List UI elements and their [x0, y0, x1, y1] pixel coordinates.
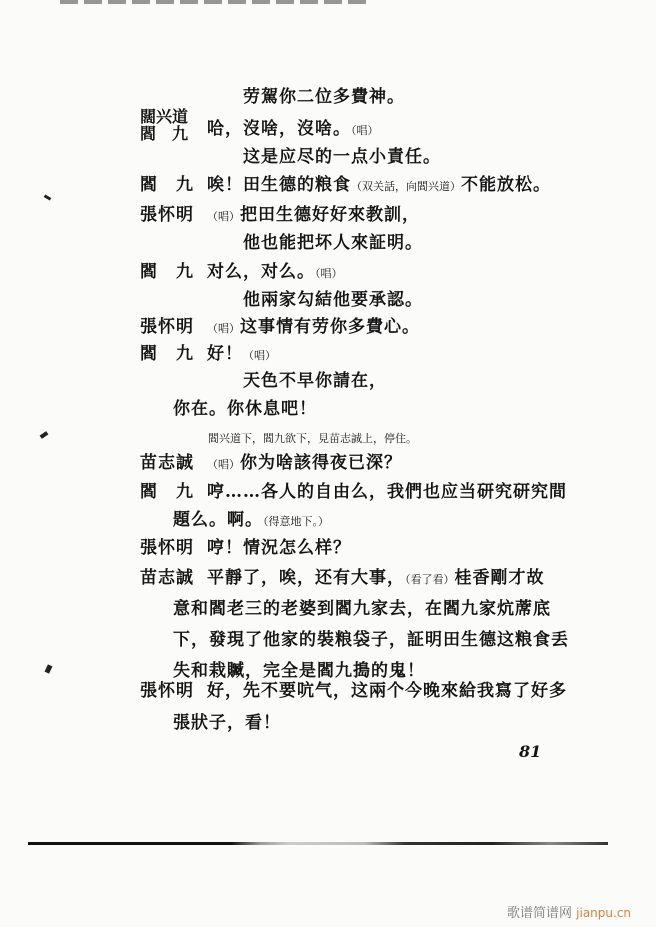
dialogue-line: [207, 567, 545, 591]
line-text: 哼！情況怎么样？: [207, 538, 351, 558]
margin-mark: [44, 194, 52, 200]
line-text: 平靜了，唉，还有大事，: [207, 568, 405, 588]
line-text: 劳駕你二位多費神。: [243, 87, 405, 107]
line-text: 題么。啊。: [173, 510, 263, 530]
line-text: 桂香剛才故: [454, 568, 545, 588]
line-text: 失和栽贓，完全是閻九搗的鬼！: [173, 661, 425, 681]
dialogue-line: [173, 398, 317, 420]
speaker-name: 閻 九: [140, 175, 194, 195]
line-text: 唉！田生德的粮食: [207, 175, 351, 195]
dialogue-line: [207, 343, 276, 367]
dialogue-line: [173, 629, 569, 651]
dialogue-line: [207, 537, 351, 559]
footer-rule: [28, 842, 608, 845]
line-text: 好！: [207, 344, 243, 364]
dialogue-line: [173, 660, 425, 682]
speaker-name: 闊兴道: [140, 107, 189, 126]
line-text: 把田生德好好來教訓，: [240, 205, 420, 225]
stage-note: （唱）: [351, 124, 379, 137]
dialogue-line: [207, 452, 402, 476]
speaker-name: 張怀明: [140, 205, 194, 225]
speaker-name: 閻 九: [140, 482, 194, 502]
line-text: 他也能把坏人來証明。: [243, 233, 423, 253]
dialogue-line: [207, 174, 551, 198]
stage-note: （得意地下。）: [263, 515, 329, 528]
margin-mark: [45, 664, 53, 673]
dialogue-line: [243, 370, 387, 392]
line-text: 好，先不要吭气，这兩个今晚來給我寫了好多: [207, 681, 567, 701]
margin-mark: [40, 431, 49, 439]
line-text: 这事情有劳你多費心。: [240, 317, 420, 337]
speaker-name: 苗志誠: [140, 453, 194, 473]
stage-note: （唱）: [243, 349, 276, 362]
line-text: 你为啥該得夜已深？: [240, 453, 402, 473]
stage-note: （唱）: [315, 267, 343, 280]
dialogue-line: [173, 598, 551, 620]
stage-note: （唱）: [207, 210, 240, 223]
line-text: 他兩家勾結他要承認。: [243, 290, 423, 310]
speaker-name: 閻 九: [140, 262, 194, 282]
dialogue-line: [207, 680, 567, 702]
line-text: 哈，沒啥，沒啥。: [207, 119, 351, 139]
stage-note: （唱）: [207, 458, 240, 471]
line-text: 不能放松。: [461, 175, 551, 195]
line-text: 天色不早你請在，: [243, 371, 387, 391]
dialogue-line: [207, 481, 567, 503]
line-text: 哼……各人的自由么，我們也应当研究研究間: [207, 482, 567, 502]
stage-note: （唱）: [207, 322, 240, 335]
scan-top-edge: [60, 0, 370, 4]
dialogue-line: [207, 316, 420, 340]
dialogue-line: [207, 204, 420, 228]
page-number: 81: [519, 742, 542, 761]
speaker-name: 苗志誠: [140, 568, 194, 588]
watermark-cn: 歌谱简谱网: [507, 906, 573, 921]
dialogue-line: [243, 86, 405, 108]
watermark-site: jianpu.cn: [576, 906, 632, 920]
line-text: 意和閻老三的老婆到閻九家去，在閻九家炕蓆底: [173, 599, 551, 619]
stage-direction: 閻兴道下，閻九欲下，見苗志誠上，停住。: [208, 432, 417, 445]
dialogue-line: [243, 289, 423, 311]
line-text: 張狀子，看！: [173, 713, 281, 733]
line-text: 这是应尽的一点小責任。: [243, 147, 441, 167]
speaker-stack: [140, 108, 188, 142]
line-text: 下，發現了他家的裝粮袋子，証明田生德这粮食丢: [173, 630, 569, 650]
dialogue-line: [173, 712, 281, 734]
dialogue-line: [207, 261, 343, 285]
line-text: 对么，对么。: [207, 262, 315, 282]
stage-note: （双关話，向閻兴道）: [351, 180, 461, 193]
speaker-name: 閻 九: [140, 344, 194, 364]
speaker-name: 張怀明: [140, 538, 194, 558]
dialogue-line: [173, 509, 329, 533]
speaker-name: 閻 九: [140, 124, 189, 143]
dialogue-line: [243, 232, 423, 254]
speaker-name: 張怀明: [140, 317, 194, 337]
stage-note: （看了看）: [405, 573, 455, 586]
line-text: 你在。你休息吧！: [173, 399, 317, 419]
dialogue-line: [207, 118, 379, 142]
speaker-name: 張怀明: [140, 681, 194, 701]
dialogue-line: [243, 146, 441, 168]
watermark: [507, 902, 631, 921]
